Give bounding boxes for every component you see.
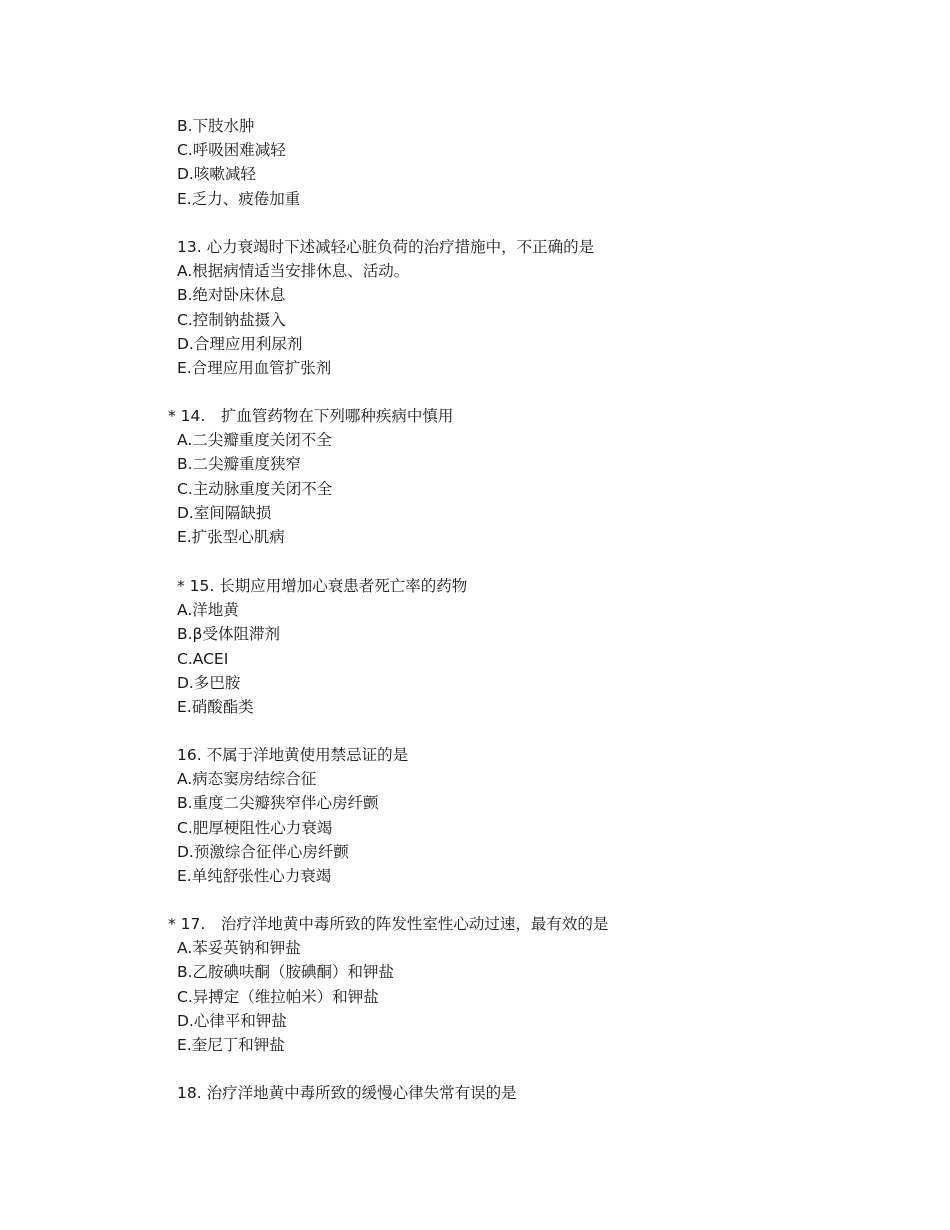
option-line: E.硝酸酯类 [177, 698, 254, 716]
option-line: B.下肢水肿 [177, 117, 255, 135]
option-line: A.苯妥英钠和钾盐 [177, 939, 301, 957]
question-stem: * 14. 扩血管药物在下列哪种疾病中慎用 [168, 407, 454, 425]
question-stem: 16. 不属于洋地黄使用禁忌证的是 [177, 746, 409, 764]
option-line: C.ACEI [177, 650, 229, 668]
option-line: D.预激综合征伴心房纤颤 [177, 843, 349, 861]
option-line: D.多巴胺 [177, 674, 241, 692]
option-line: E.扩张型心肌病 [177, 528, 285, 546]
option-line: E.合理应用血管扩张剂 [177, 359, 332, 377]
option-line: C.呼吸困难减轻 [177, 141, 286, 159]
question-stem: 13. 心力衰竭时下述减轻心脏负荷的治疗措施中，不正确的是 [177, 238, 595, 256]
option-line: C.异搏定（维拉帕米）和钾盐 [177, 988, 379, 1006]
option-line: D.心律平和钾盐 [177, 1012, 287, 1030]
question-stem: 18. 治疗洋地黄中毒所致的缓慢心律失常有误的是 [177, 1084, 517, 1102]
option-line: E.单纯舒张性心力衰竭 [177, 867, 332, 885]
option-line: A.洋地黄 [177, 601, 239, 619]
option-line: B.二尖瓣重度狭窄 [177, 455, 302, 473]
option-line: E.乏力、疲倦加重 [177, 190, 301, 208]
option-line: B.β受体阻滞剂 [177, 625, 280, 643]
option-line: D.合理应用利尿剂 [177, 335, 303, 353]
option-line: C.控制钠盐摄入 [177, 311, 286, 329]
option-line: B.绝对卧床休息 [177, 286, 286, 304]
option-line: A.二尖瓣重度关闭不全 [177, 431, 332, 449]
option-line: B.重度二尖瓣狭窄伴心房纤颤 [177, 794, 379, 812]
option-line: C.肥厚梗阻性心力衰竭 [177, 819, 333, 837]
option-line: E.奎尼丁和钾盐 [177, 1036, 285, 1054]
question-stem: * 17. 治疗洋地黄中毒所致的阵发性室性心动过速，最有效的是 [168, 915, 609, 933]
option-line: A.根据病情适当安排休息、活动。 [177, 262, 410, 280]
option-line: A.病态窦房结综合征 [177, 770, 317, 788]
option-line: D.室间隔缺损 [177, 504, 272, 522]
option-line: C.主动脉重度关闭不全 [177, 480, 333, 498]
option-line: B.乙胺碘呋酮（胺碘酮）和钾盐 [177, 963, 395, 981]
option-line: D.咳嗽减轻 [177, 165, 256, 183]
question-stem: * 15. 长期应用增加心衰患者死亡率的药物 [177, 577, 468, 595]
